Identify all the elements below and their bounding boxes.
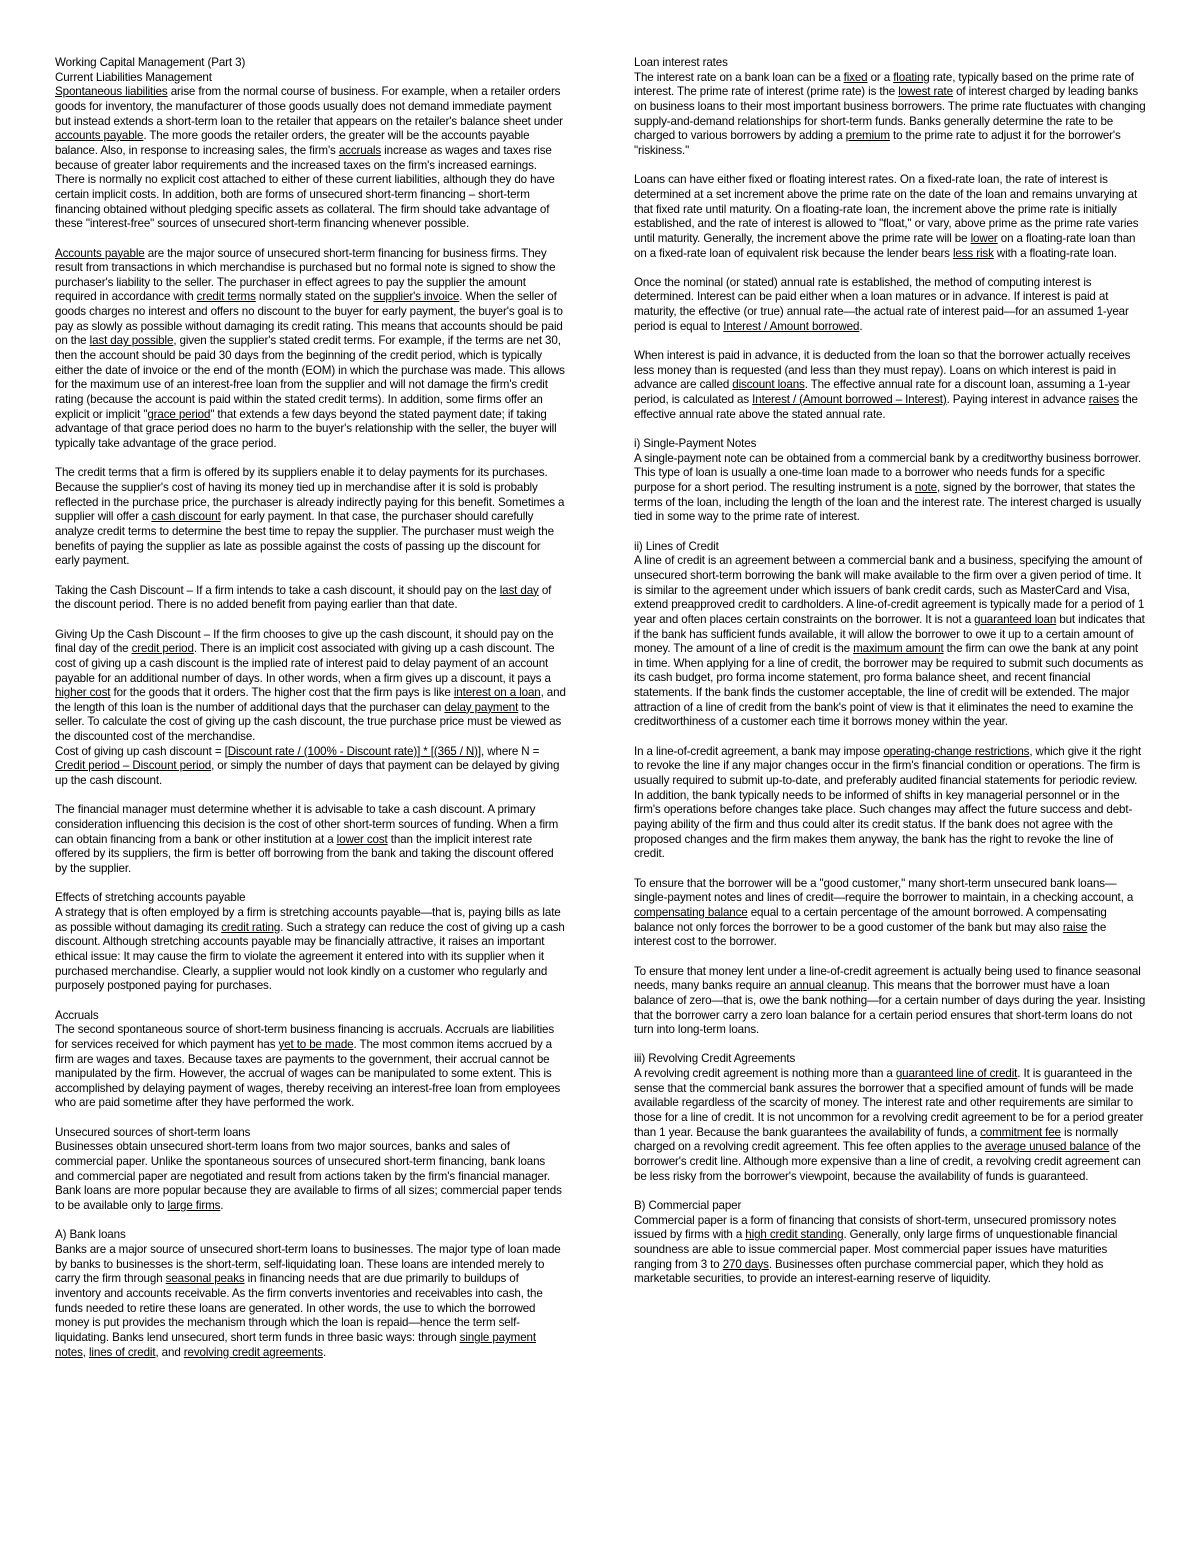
text-run: of interest charged by leading banks on business loans to their most important business borrowers. The prime rate fluctuates with changing supply-and-demand relationships for short-term funds. Banks generally determine the rate to be charged to various borrowers by adding a xyxy=(634,85,1146,143)
text-run: to the prime rate to adjust it for the borrower's "riskiness." xyxy=(634,129,1121,157)
text-run: The interest rate on a bank loan can be a xyxy=(634,70,844,84)
section-heading: Effects of stretching accounts payable xyxy=(55,891,246,905)
text-run: is normally charged on a revolving credit agreement. This fee often applies to the xyxy=(634,1125,1119,1154)
paragraph xyxy=(634,276,1146,335)
text-run: A line of credit is an agreement between a commercial bank and a business, specifying the amount of unsecured short-term borrowing the bank will make available to the firm over a given period of time. It is similar to the agreement under which issuers of bank credit cards, such as MasterCard and Visa, extend preapproved credit to cardholders. A line-of-credit agreement is typically made for a period of 1 year and often places certain constraints on the borrower. It is not a xyxy=(634,554,1145,626)
text-run: . The most common items accrued by a firm are wages and taxes. Because taxes are payments to the government, their accrual cannot be manipulated by the firm. However, the accrual of wages can be manipulated to some extent. This is accomplished by delaying payment of wages, thereby receiving an interest-free loan from employees who are paid sometime after they have performed the work. xyxy=(55,1037,561,1110)
section-interest-in-advance xyxy=(634,349,1146,422)
text-run: The financial manager must determine whether it is advisable to take a cash discount. A primary consideration influencing this decision is the cost of other short-term sources of funding. When a firm can obtain financing from a bank or other institution at a xyxy=(55,803,559,846)
paragraph xyxy=(634,71,1146,159)
section-fixed-floating xyxy=(634,173,1146,261)
text-run: are the major source of unsecured short-term financing for business firms. They result from transactions in which merchandise is purchased but no formal note is signed to show the purchaser's liability to the seller. The purchaser in effect agrees to pay the supplier the amount required in accordance with xyxy=(55,246,556,304)
underlined-term: raises xyxy=(1088,393,1120,407)
section-current-liabilities xyxy=(55,71,567,232)
text-run: . There is an implicit cost associated with giving up a cash discount. The cost of giving up a cash discount is the implied rate of interest paid to delay payment of an account payable for an additional number of days. In other words, when a firm gives up a discount, it pays a xyxy=(55,642,555,685)
right-column xyxy=(634,56,1146,1302)
paragraph xyxy=(55,584,567,613)
underlined-term: guaranteed line of credit xyxy=(895,1067,1018,1081)
underlined-term: delay payment xyxy=(444,700,519,714)
text-run: Commercial paper is a form of financing that consists of short-term, unsecured promissory notes issued by firms with a xyxy=(634,1213,1117,1242)
section-heading: Accruals xyxy=(55,1008,99,1022)
text-run: Giving Up the Cash Discount – If the firm chooses to give up the cash discount, it should pay on the final day of the xyxy=(55,627,554,656)
text-run: the interest cost to the borrower. xyxy=(634,920,1107,949)
text-run: The second spontaneous source of short-term business financing is accruals. Accruals are liabilities for services received for which payment has xyxy=(55,1023,555,1051)
left-column xyxy=(55,56,567,1375)
text-run: " that extends a few days beyond the stated payment date; if taking advantage of that grace period does no harm to the buyer's relationship with the seller, the buyer will typically take advantage of the grace period. xyxy=(55,407,557,451)
underlined-term: yet to be made xyxy=(278,1037,354,1051)
text-run: , given the supplier's stated credit terms. For example, if the terms are net 30, then the account should be paid 30 days from the beginning of the credit period, which is typically either the date of invoice or the end of the month (EOM) in which the purchase was made. This allows for the maximum use of an interest-free loan from the supplier and will not damage the firm's credit rating (because the account is paid within the stated credit terms). In addition, some firms offer an explicit or implicit " xyxy=(55,334,565,421)
paragraph xyxy=(634,452,1146,525)
underlined-term: last day xyxy=(499,583,539,597)
text-run: increase as wages and taxes rise because of greater labor requirements and the increased taxes on the firm's increased earnings. There is normally no explicit cost attached to either of these current liabilities, although they do have certain implicit costs. In addition, both are forms of unsecured short-term financing – short-term financing obtained without pledging specific assets as collateral. The firm should take advantage of these "interest-free" sources of unsecured short-term financing whenever possible. xyxy=(55,143,555,231)
text-run: A revolving credit agreement is nothing more than a xyxy=(634,1067,896,1081)
section-commercial-paper xyxy=(634,1199,1146,1287)
paragraph xyxy=(55,1023,567,1111)
text-run: to the seller. To calculate the cost of giving up the cash discount, the true purchase price must be viewed as the discounted cost of the merchandise. xyxy=(55,700,562,744)
underlined-term: credit rating xyxy=(221,920,281,934)
underlined-term: lowest rate xyxy=(898,85,953,99)
text-run: . When the seller of goods charges no interest and offers no discount to the buyer for early payment, the buyer's goal is to pay as slowly as possible without damaging its credit rating. This means that accounts should be paid on the xyxy=(55,290,563,348)
text-run: the effective annual rate above the stated annual rate. xyxy=(634,393,1138,421)
underlined-term: raise xyxy=(1062,920,1088,934)
section-loan-interest-rates xyxy=(634,56,1146,159)
text-run: . The effective annual rate for a discount loan, assuming a 1-year period, is calculated as xyxy=(634,378,1131,407)
paragraph xyxy=(634,173,1146,261)
section-heading: Unsecured sources of short-term loans xyxy=(55,1125,251,1139)
underlined-term: operating-change restrictions xyxy=(883,744,1030,758)
text-run: To ensure that money lent under a line-of-credit agreement is actually being used to finance seasonal needs, many banks require an xyxy=(634,964,1141,993)
text-run: for early payment. In that case, the purchaser should carefully analyze credit terms to determine the best time to repay the supplier. The purchaser must weigh the benefits of paying the supplier as late as possible against the costs of passing up the discount for early payment. xyxy=(55,510,554,568)
text-run: rate, typically based on the prime rate of interest. The prime rate of interest (prime rate) is the xyxy=(634,70,1134,99)
text-run: for the goods that it orders. The higher cost that the firm pays is like xyxy=(110,686,454,700)
underlined-term: accounts payable xyxy=(55,129,144,143)
paragraph xyxy=(634,965,1146,1038)
underlined-term: [Discount rate / (100% - Discount rate)] * [(365 / N)] xyxy=(224,744,482,758)
underlined-term: average unused balance xyxy=(984,1140,1110,1154)
underlined-term: single payment notes xyxy=(55,1330,536,1359)
section-good-customer xyxy=(634,877,1146,950)
section-heading: A) Bank loans xyxy=(55,1228,126,1242)
section-unsecured-sources xyxy=(55,1126,567,1214)
text-run: , which give it the right to revoke the line if any major changes occur in the firm's financial condition or operations. The firm is usually required to submit up-to-date, and preferably audited financial statements for periodic review. In addition, the bank typically needs to be informed of shifts in key managerial personnel or in the firm's operations before changes take place. Such changes may affect the future success and debt-paying ability of the firm and thus could alter its credit status. If the bank does not agree with the proposed changes and the firm makes them anyway, the bank has the right to revoke the line of credit. xyxy=(634,744,1142,861)
text-run: To ensure that the borrower will be a "good customer," many short-term unsecured bank loans—single-payment notes and lines of credit—require the borrower to maintain, in a checking account, a xyxy=(634,876,1134,905)
underlined-term: note xyxy=(914,480,937,494)
section-lines-of-credit xyxy=(634,540,1146,731)
text-run: . Generally, only large firms of unquestionable financial soundness are able to issue commercial paper. Most commercial paper issues have maturities ranging from 3 to xyxy=(634,1228,1118,1271)
section-accounts-payable xyxy=(55,247,567,452)
text-run: When interest is paid in advance, it is deducted from the loan so that the borrower actually receives less money than is requested (and less than they must repay). Loans on which interest is paid in advance are called xyxy=(634,349,1131,392)
underlined-term: credit terms xyxy=(196,290,256,304)
document-title: Working Capital Management (Part 3) xyxy=(55,56,246,69)
paragraph xyxy=(55,803,567,876)
underlined-term: floating xyxy=(893,70,930,84)
underlined-term: grace period xyxy=(147,407,211,421)
text-run: . xyxy=(859,319,863,333)
paragraph xyxy=(55,906,567,994)
text-run: of the discount period. There is no added benefit from paying earlier than that date. xyxy=(55,583,552,612)
underlined-term: Credit period – Discount period xyxy=(55,759,212,773)
paragraph xyxy=(634,349,1146,422)
text-run: normally stated on the xyxy=(255,290,374,304)
underlined-term: revolving credit agreements xyxy=(183,1345,323,1359)
underlined-term: Interest / (Amount borrowed – Interest) xyxy=(752,393,947,407)
underlined-term: accruals xyxy=(338,143,382,157)
section-taking-discount xyxy=(55,584,567,613)
underlined-term: Spontaneous liabilities xyxy=(55,85,168,99)
paragraph xyxy=(55,466,567,569)
text-run: with a floating-rate loan. xyxy=(993,246,1117,260)
text-run: but indicates that if the bank has sufficient funds available, it will allow the borrower to owe it up to a certain amount of money. The amount of a line of credit is the xyxy=(634,612,1145,656)
underlined-term: 270 days xyxy=(722,1257,769,1271)
text-run: Loans can have either fixed or floating interest rates. On a fixed-rate loan, the rate of interest is determined at a set increment above the prime rate on the date of the loan and remains unvarying at that fixed rate until maturity. On a floating-rate loan, the increment above the prime rate is initially established, and the rate of interest is allowed to "float," or vary, above prime as the prime rate varies until maturity. Generally, the increment above the prime rate will be xyxy=(634,173,1139,245)
underlined-term: cash discount xyxy=(151,510,221,524)
text-run: in financing needs that are due primarily to buildups of inventory and accounts receivable. As the firm converts inventories and receivables into cash, the funds needed to retire these loans are generated. In other words, the use to which the borrowed money is put provides the mechanism through which the loan is repaid—hence the term self-liquidating. Banks lend unsecured, short term funds in three basic ways: through xyxy=(55,1272,543,1344)
section-heading: iii) Revolving Credit Agreements xyxy=(634,1052,796,1066)
section-annual-cleanup xyxy=(634,965,1146,1038)
paragraph xyxy=(55,628,567,789)
section-bank-loans xyxy=(55,1228,567,1360)
text-run: Once the nominal (or stated) annual rate is established, the method of computing interest is determined. Interest can be paid either when a loan matures or in advance. If interest is paid at maturity, the effective (or true) annual rate—the actual rate of interest paid—for an assumed 1-year period is equal to xyxy=(634,275,1129,333)
underlined-term: premium xyxy=(845,129,890,143)
text-run: , where N = xyxy=(481,744,540,758)
underlined-term: supplier's invoice xyxy=(373,290,460,304)
paragraph xyxy=(55,247,567,452)
underlined-term: Accounts payable xyxy=(55,246,145,260)
underlined-term: higher cost xyxy=(55,686,111,700)
text-run: Cost of giving up cash discount = xyxy=(55,744,225,758)
text-run: equal to a certain percentage of the amount borrowed. A compensating balance not only forces the borrower to be a good customer of the bank but may also xyxy=(634,905,1107,934)
text-run: , and the length of this loan is the number of additional days that the purchaser can xyxy=(55,686,566,714)
text-run: . The more goods the retailer orders, the greater will be the accounts payable balance. Also, in response to increasing sales, the firm's xyxy=(55,129,530,157)
paragraph xyxy=(634,1067,1146,1184)
section-financial-manager xyxy=(55,803,567,876)
section-credit-terms xyxy=(55,466,567,569)
text-run: on a floating-rate loan than on a fixed-rate loan of equivalent risk because the lender bears xyxy=(634,231,1136,260)
paragraph xyxy=(634,745,1146,862)
section-heading: B) Commercial paper xyxy=(634,1199,742,1213)
underlined-term: interest on a loan xyxy=(453,686,541,700)
text-run: of the borrower's credit line. Although more expensive than a line of credit, a revolving credit agreement can be less risky from the borrower's viewpoint, because the availability of funds is guaranteed. xyxy=(634,1140,1141,1183)
text-run: . Businesses often purchase commercial paper, which they hold as marketable securities, to provide an interest-earning reserve of liquidity. xyxy=(634,1257,1104,1286)
underlined-term: discount loans xyxy=(732,378,805,392)
underlined-term: last day possible xyxy=(89,334,174,348)
underlined-term: annual cleanup xyxy=(789,979,867,993)
section-single-payment xyxy=(634,437,1146,525)
section-heading: i) Single-Payment Notes xyxy=(634,437,757,450)
section-heading: Loan interest rates xyxy=(634,56,728,69)
section-giving-up-discount xyxy=(55,628,567,789)
text-run: Taking the Cash Discount – If a firm intends to take a cash discount, it should pay on the xyxy=(55,583,500,597)
text-run: Businesses obtain unsecured short-term loans from two major sources, banks and sales of commercial paper. Unlike the spontaneous sources of unsecured short-term financing, bank loans and commercial paper are negotiated and result from actions taken by the firm's financial manager. Bank loans are more popular because they are available to firms of all sizes; commercial paper tends to be available only to xyxy=(55,1140,562,1213)
text-run: . It is guaranteed in the sense that the commercial bank assures the borrower that a specified amount of funds will be made available regardless of the scarcity of money. The interest rate and other requirements are similar to those for a line of credit. It is not uncommon for a revolving credit agreement to be for a period greater than 1 year. Because the bank guarantees the availability of funds, a xyxy=(634,1067,1144,1139)
underlined-term: commitment fee xyxy=(980,1125,1061,1139)
text-run: , xyxy=(82,1345,89,1359)
underlined-term: guaranteed loan xyxy=(974,612,1057,626)
text-run: Banks are a major source of unsecured short-term loans to businesses. The major type of loan made by banks to businesses is the short-term, self-liquidating loan. These loans are intended merely to carry the firm through xyxy=(55,1243,561,1286)
text-run: the firm can owe the bank at any point in time. When applying for a line of credit, the borrower may be required to submit such documents as its cash budget, pro forma income statement, pro forma balance sheet, and recent financial statements. If the bank finds the customer acceptable, the line of credit will be extended. The major attraction of a line of credit from the bank's point of view is that it eliminates the need to examine the creditworthiness of a customer each time it borrows money within the year. xyxy=(634,642,1144,729)
underlined-term: compensating balance xyxy=(634,905,748,919)
section-heading: ii) Lines of Credit xyxy=(634,539,719,553)
section-nominal-rate xyxy=(634,276,1146,335)
paragraph xyxy=(634,554,1146,730)
text-run: . xyxy=(322,1345,327,1359)
underlined-term: lower xyxy=(970,231,998,245)
text-run: In a line-of-credit agreement, a bank may impose xyxy=(634,744,884,758)
underlined-term: high credit standing xyxy=(745,1228,844,1242)
section-accruals xyxy=(55,1009,567,1112)
text-run: , signed by the borrower, that states the terms of the loan, including the length of the loan and the interest rate. The interest charged is usually tied in some way to the prime rate of interest. xyxy=(634,480,1142,524)
text-run: , or simply the number of days that payment can be delayed by giving up the cash discount. xyxy=(55,759,560,788)
underlined-term: fixed xyxy=(843,70,868,84)
underlined-term: lines of credit xyxy=(88,1345,156,1359)
paragraph xyxy=(634,1214,1146,1287)
text-run: . Paying interest in advance xyxy=(946,393,1089,407)
text-run: A strategy that is often employed by a firm is stretching accounts payable—that is, paying bills as late as possible without damaging its xyxy=(55,905,561,934)
paragraph xyxy=(55,1140,567,1213)
section-heading: Current Liabilities Management xyxy=(55,70,212,84)
section-revolving-credit xyxy=(634,1052,1146,1184)
underlined-term: lower cost xyxy=(336,832,388,846)
text-run: . xyxy=(220,1199,224,1213)
text-run: or a xyxy=(867,70,894,84)
underlined-term: credit period xyxy=(131,642,194,656)
text-run: , and xyxy=(155,1345,184,1359)
text-run: arise from the normal course of business. For example, when a retailer orders goods for inventory, the manufacturer of those goods usually does not demand immediate payment but instead extends a short-term loan to the retailer that appears on the retailer's balance sheet under xyxy=(55,85,563,128)
text-run: . This means that the borrower must have a loan balance of zero—that is, owe the bank nothing—for a certain number of days during the year. Insisting that the borrower carry a zero loan balance for a certain period ensures that short-term loans do not turn into long-term loans. xyxy=(634,979,1146,1037)
underlined-term: maximum amount xyxy=(853,642,944,656)
paragraph xyxy=(55,1243,567,1360)
paragraph xyxy=(634,877,1146,950)
paragraph xyxy=(55,85,567,232)
text-run: The credit terms that a firm is offered by its suppliers enable it to delay payments for its purchases. Because the supplier's cost of having its money tied up in merchandise after it is sold is probably reflected in the purchase price, the purchaser is already indirectly paying for this benefit. Sometimes a supplier will offer a xyxy=(55,466,565,524)
underlined-term: seasonal peaks xyxy=(165,1272,245,1286)
underlined-term: large firms xyxy=(167,1199,221,1213)
section-stretching xyxy=(55,891,567,994)
underlined-term: Interest / Amount borrowed xyxy=(723,319,860,333)
text-run: . Such a strategy can reduce the cost of giving up a cash discount. Although stretching accounts payable may be financially attractive, it raises an important ethical issue: It may cause the firm to violate the agreement it entered into with its supplier when it purchased merchandise. Clearly, a supplier would not look kindly on a customer who regularly and purposely postponed paying for purchases. xyxy=(55,920,565,993)
underlined-term: less risk xyxy=(952,246,994,260)
text-run: A single-payment note can be obtained from a commercial bank by a creditworthy business borrower. This type of loan is usually a one-time loan made to a borrower who needs funds for a specific purpose for a short period. The resulting instrument is a xyxy=(634,451,1142,494)
section-operating-change xyxy=(634,745,1146,862)
text-run: than the implicit interest rate offered by its suppliers, the firm is better off borrowing from the bank and taking the discount offered by the supplier. xyxy=(55,832,554,876)
